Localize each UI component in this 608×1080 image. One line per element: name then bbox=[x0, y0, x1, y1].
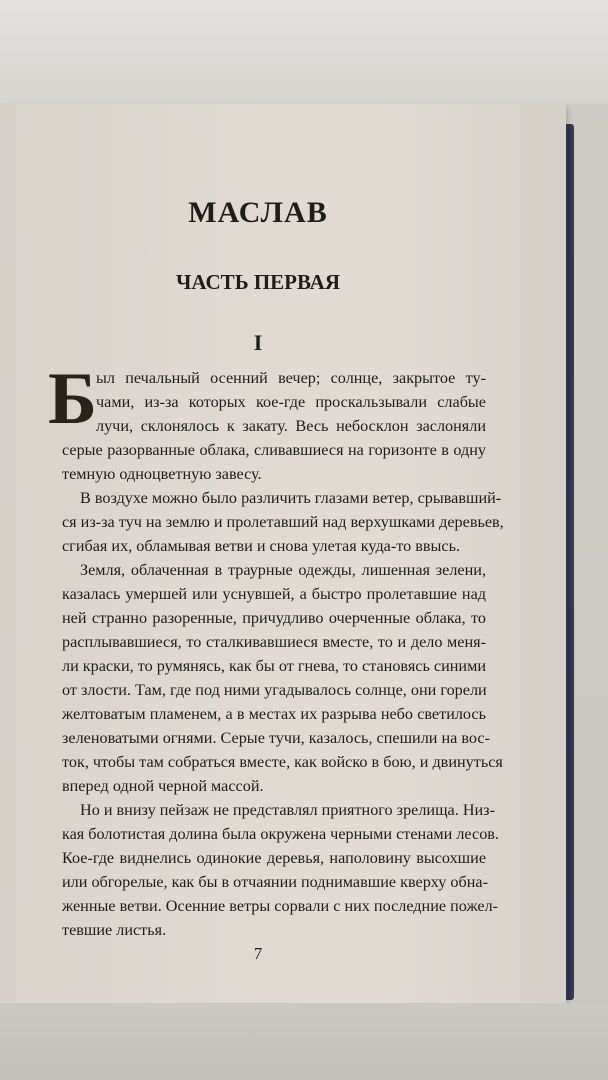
text-line: вперед одной черной массой. bbox=[62, 777, 264, 795]
chapter-number: I bbox=[253, 330, 263, 355]
text-line: серые разорванные облака, сливавшиеся на горизонте в одну bbox=[62, 441, 486, 459]
text-line: ся из-за туч на землю и пролетавший над верхушками деревьев, bbox=[62, 513, 504, 531]
text-line: Кое-где виднелись одинокие деревья, наполовину высохшие bbox=[62, 849, 486, 867]
background-surface-top bbox=[0, 0, 608, 104]
text-line: ыл печальный осенний вечер; солнце, закрытое ту- bbox=[96, 369, 486, 387]
text-line: или обгорелые, как бы в отчаянии поднимавшие кверху обна- bbox=[62, 873, 488, 891]
text-line: Но и внизу пейзаж не представлял приятного зрелища. Низ- bbox=[80, 801, 495, 819]
text-line: сгибая их, обламывая ветви и снова улетая куда-то ввысь. bbox=[62, 537, 461, 555]
text-line: лучи, склонялось к закату. Весь небосклон заслоняли bbox=[96, 417, 486, 435]
text-line: ли краски, то румянясь, как бы от гнева, то становясь синими bbox=[62, 657, 486, 675]
text-line: ней странно разоренные, причудливо очерченные облака, то bbox=[62, 609, 486, 627]
text-line: зеленоватыми огнями. Серые тучи, казалось, спешили на вос- bbox=[62, 729, 490, 747]
text-line: темную одноцветную завесу. bbox=[62, 465, 262, 483]
drop-cap: Б bbox=[48, 358, 97, 440]
text-line: В воздухе можно было различить глазами ветер, срывавший- bbox=[80, 489, 502, 507]
text-line: тевшие листья. bbox=[62, 921, 167, 939]
book-page bbox=[0, 104, 566, 1003]
text-line: женные ветви. Осенние ветры сорвали с них последние пожел- bbox=[62, 897, 499, 915]
book-title: МАСЛАВ bbox=[188, 196, 328, 229]
page-number: 7 bbox=[253, 944, 263, 963]
text-line: расплывавшиеся, то сталкивавшиеся вместе, то и дело меня- bbox=[62, 633, 486, 651]
text-line: казалась умершей или уснувшей, а быстро пролетавшие над bbox=[62, 585, 486, 603]
text-line: Земля, облаченная в траурные одежды, лишенная зелени, bbox=[80, 561, 486, 579]
part-heading: ЧАСТЬ ПЕРВАЯ bbox=[175, 270, 341, 294]
text-line: от злости. Там, где под ними угадывалось солнце, они горели bbox=[62, 681, 487, 699]
text-line: желтоватым пламенем, а в местах их разрыва небо светилось bbox=[62, 705, 486, 723]
text-line: чами, из-за которых кое-где проскальзывали слабые bbox=[96, 393, 486, 411]
background-surface-bottom bbox=[0, 1003, 608, 1080]
text-line: ток, чтобы там собраться вместе, как войско в бою, и двинуться bbox=[62, 753, 503, 771]
text-line: кая болотистая долина была окружена черными стенами лесов. bbox=[62, 825, 499, 843]
